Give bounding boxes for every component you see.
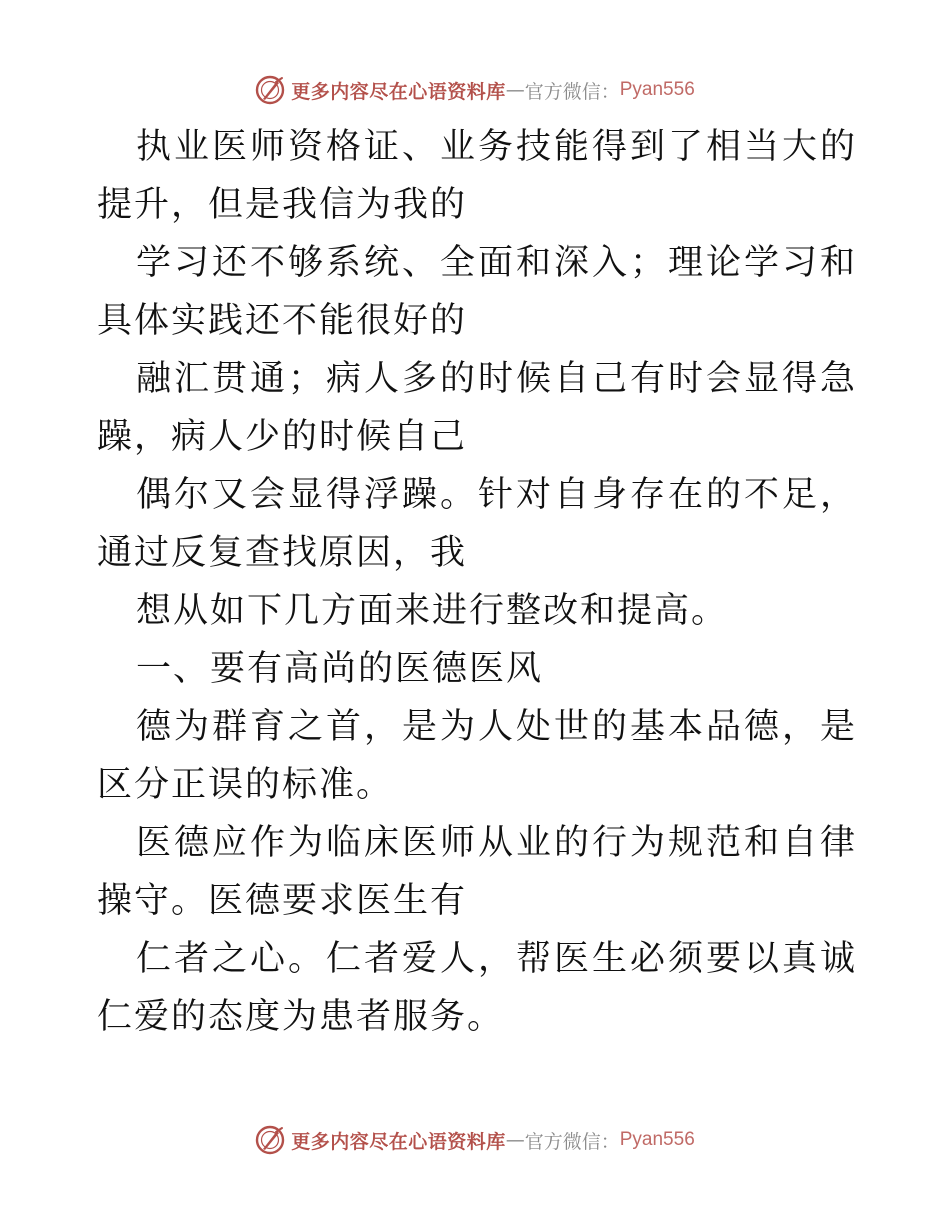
paragraph: 德为群育之首，是为人处世的基本品德，是区分正误的标准。 <box>97 707 857 805</box>
watermark-wechat-label: 官方微信： <box>524 1130 620 1153</box>
paragraph: 医德应作为临床医师从业的行为规范和自律操守。医德要求医生有 <box>97 823 857 921</box>
quill-pen-circle-icon <box>255 1125 285 1155</box>
watermark-wechat-id: Pyan556 <box>619 79 695 100</box>
paragraph: 融汇贯通；病人多的时候自己有时会显得急躁，病人少的时候自己 <box>97 359 857 457</box>
watermark-wechat-label: 官方微信： <box>524 80 620 103</box>
paragraph: 偶尔又会显得浮躁。针对自身存在的不足，通过反复查找原因，我 <box>97 475 857 573</box>
paragraph: 想从如下几方面来进行整改和提高。 <box>136 591 729 631</box>
section-heading: 一、要有高尚的医德医风 <box>136 649 544 689</box>
watermark-brand: 更多内容尽在心语资料库 <box>291 80 506 103</box>
quill-pen-circle-icon <box>255 75 285 105</box>
paragraph: 仁者之心。仁者爱人，帮医生必须要以真诚仁爱的态度为患者服务。 <box>97 939 857 1037</box>
paragraph: 执业医师资格证、业务技能得到了相当大的提升，但是我信为我的 <box>97 127 857 225</box>
header-watermark <box>0 70 950 110</box>
paragraph: 学习还不够系统、全面和深入；理论学习和具体实践还不能很好的 <box>97 243 857 341</box>
watermark-wechat-id: Pyan556 <box>619 1129 695 1150</box>
document-body <box>97 118 857 1046</box>
watermark-dash: — <box>505 79 525 101</box>
watermark-dash: — <box>505 1129 525 1151</box>
watermark-brand: 更多内容尽在心语资料库 <box>291 1130 506 1153</box>
footer-watermark <box>0 1120 950 1160</box>
